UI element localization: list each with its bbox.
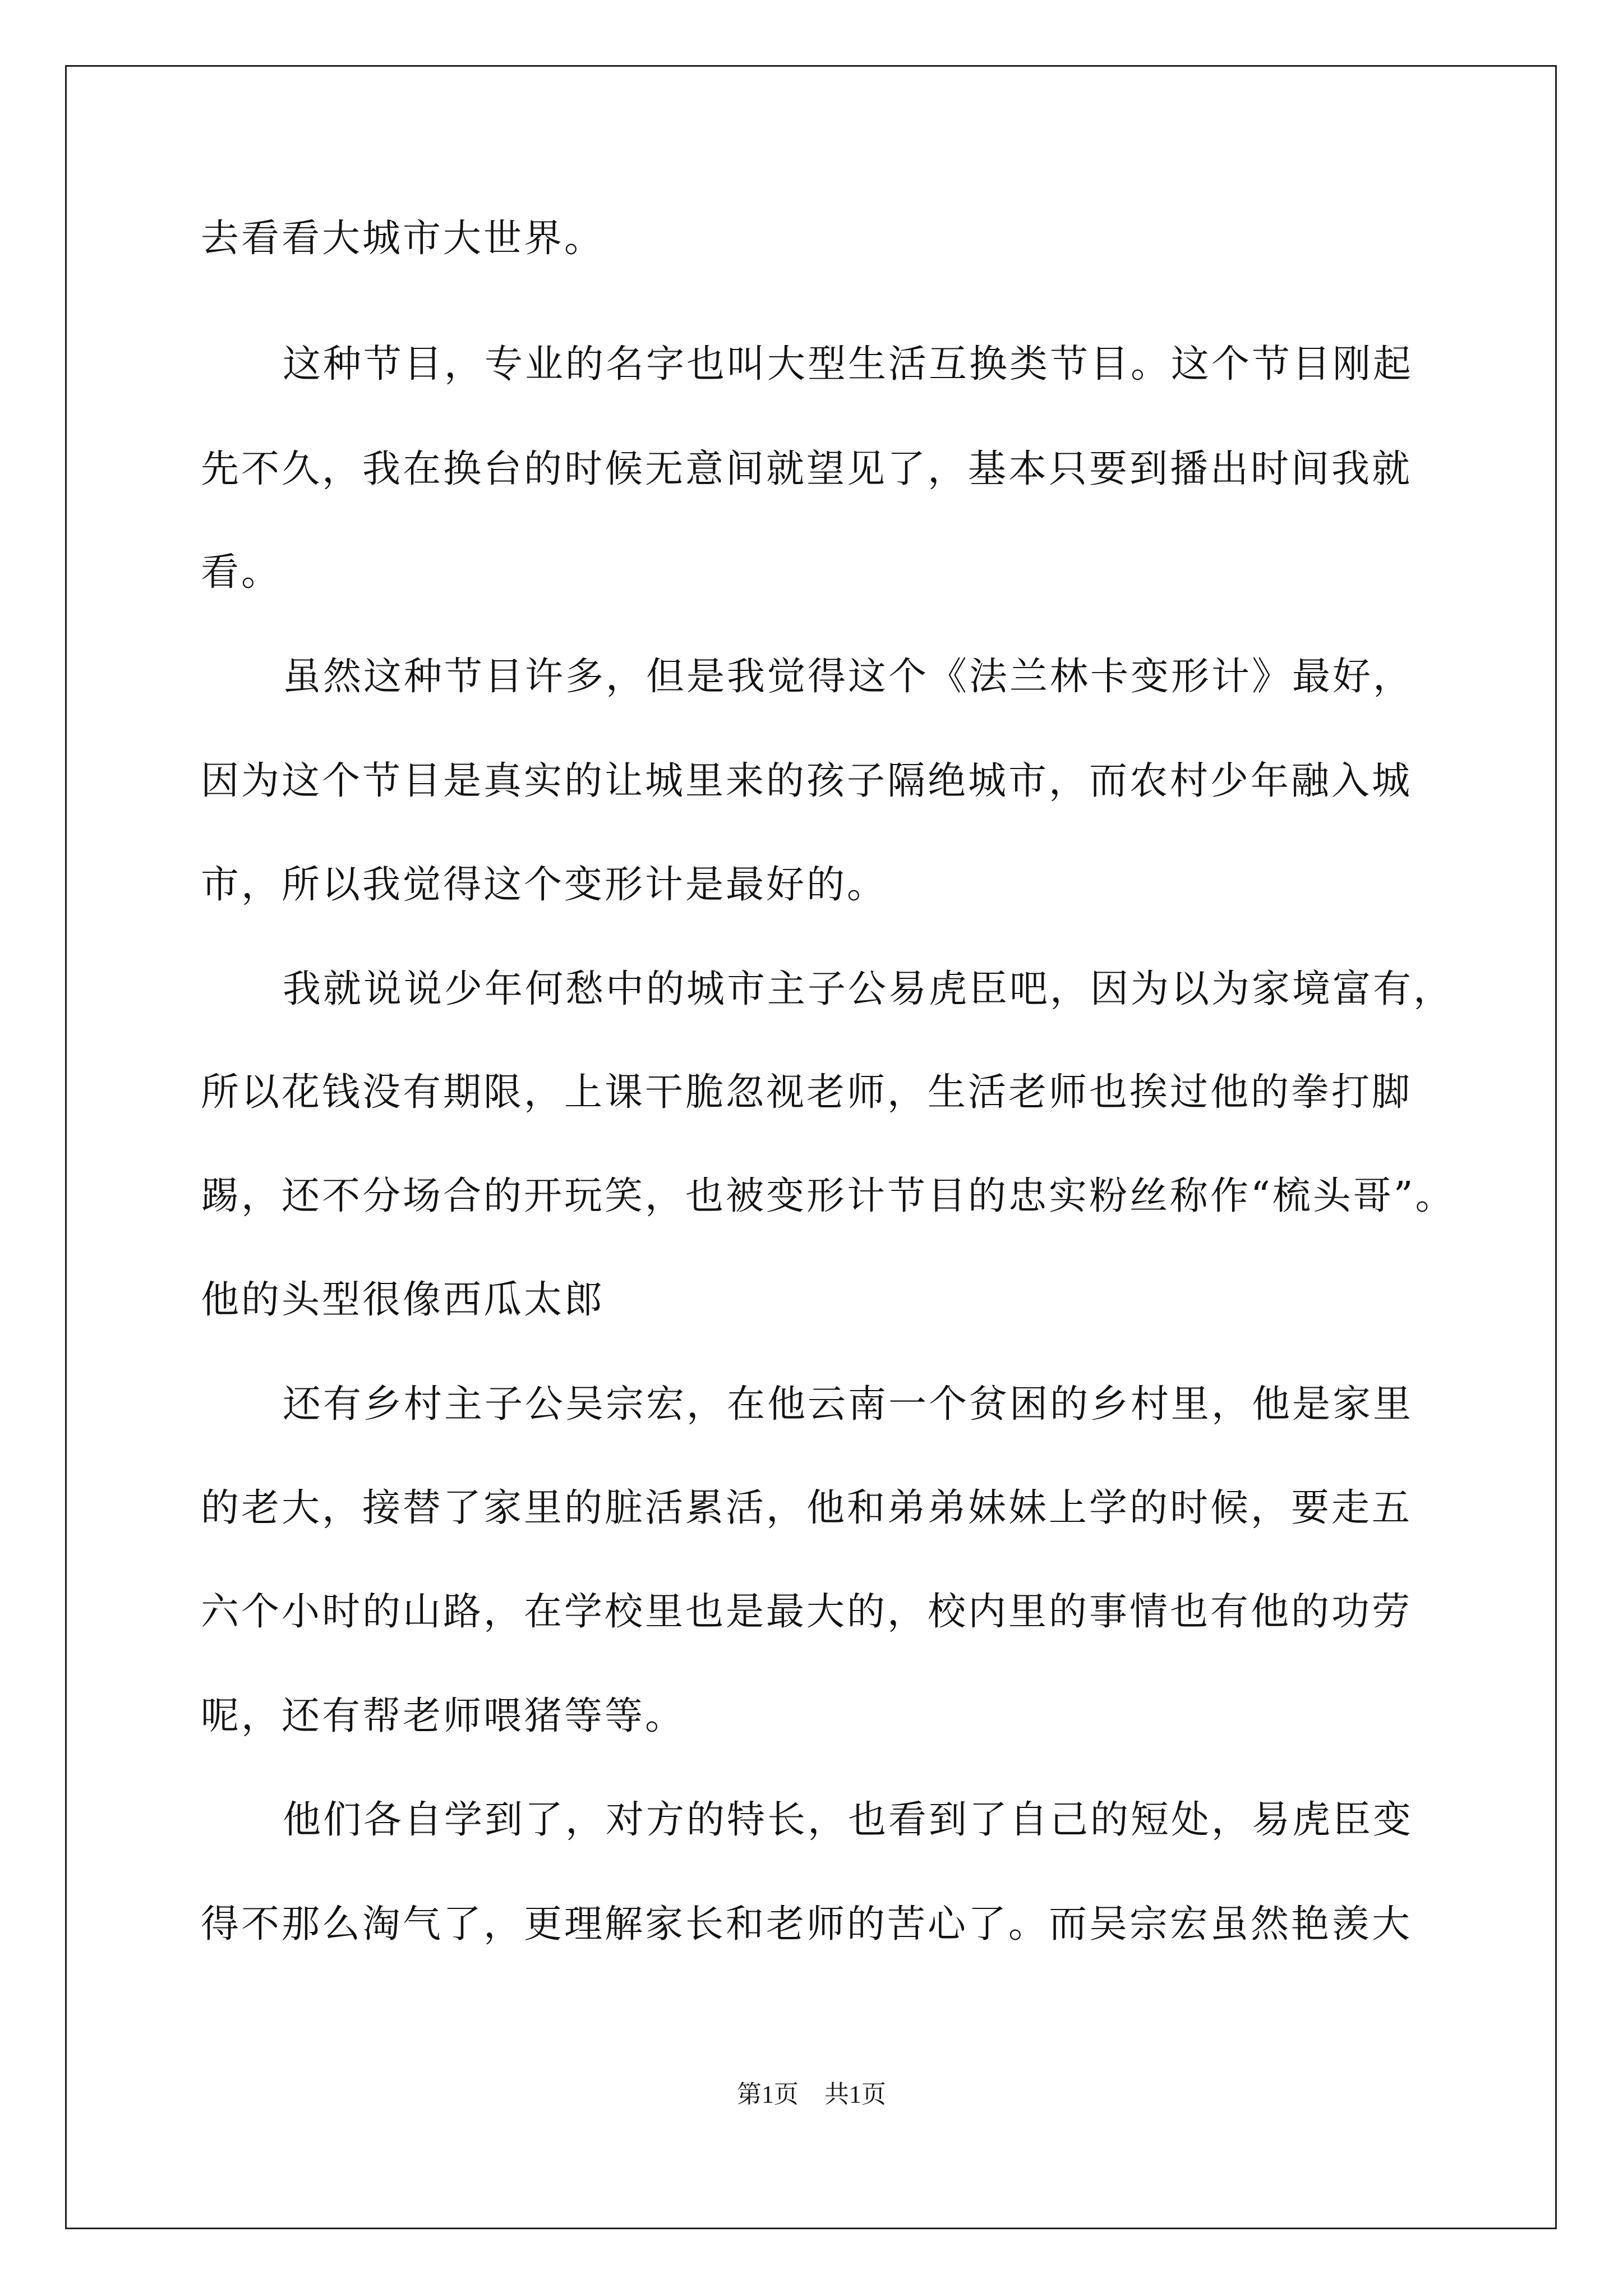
text-line: 去看看大城市大世界。 [201,217,605,261]
page-total-label: 共1页 [824,2081,886,2108]
text-line: 看。 [201,550,282,595]
text-line: 所以花钱没有期限，上课干脆忽视老师，生活老师也挨过他的拳打脚 [201,1070,1413,1115]
text-line: 呢，还有帮老师喂猪等等。 [201,1694,686,1738]
paragraph-start-line: 我就说说少年何愁中的城市主子公易虎臣吧，因为以为家境富有， [283,967,1454,1011]
paragraph-start-line: 还有乡村主子公吴宗宏，在他云南一个贫困的乡村里，他是家里 [283,1382,1414,1427]
page-footer [0,2082,1623,2107]
text-line: 市，所以我觉得这个变形计是最好的。 [201,863,888,907]
text-line: 先不久，我在换台的时候无意间就望见了，基本只要到播出时间我就 [201,447,1413,491]
text-line: 得不那么淘气了，更理解家长和老师的苦心了。而吴宗宏虽然艳羡大 [201,1902,1413,1947]
text-line: 的老大，接替了家里的脏活累活，他和弟弟妹妹上学的时候，要走五 [201,1486,1413,1530]
page-number-label: 第1页 [737,2081,799,2108]
paragraph-start-line: 他们各自学到了，对方的特长，也看到了自己的短处，易虎臣变 [283,1798,1414,1842]
paragraph-start-line: 虽然这种节目许多，但是我觉得这个《法兰林卡变形计》最好， [283,655,1414,699]
text-line: 踢，还不分场合的开玩笑，也被变形计节目的忠实粉丝称作“梳头哥”。 [201,1174,1456,1218]
text-line: 他的头型很像西瓜太郎 [201,1278,605,1322]
text-line: 因为这个节目是真实的让城里来的孩子隔绝城市，而农村少年融入城 [201,759,1413,803]
text-line: 六个小时的山路，在学校里也是最大的，校内里的事情也有他的功劳 [201,1590,1413,1634]
paragraph-start-line: 这种节目，专业的名字也叫大型生活互换类节目。这个节目刚起 [283,342,1414,386]
